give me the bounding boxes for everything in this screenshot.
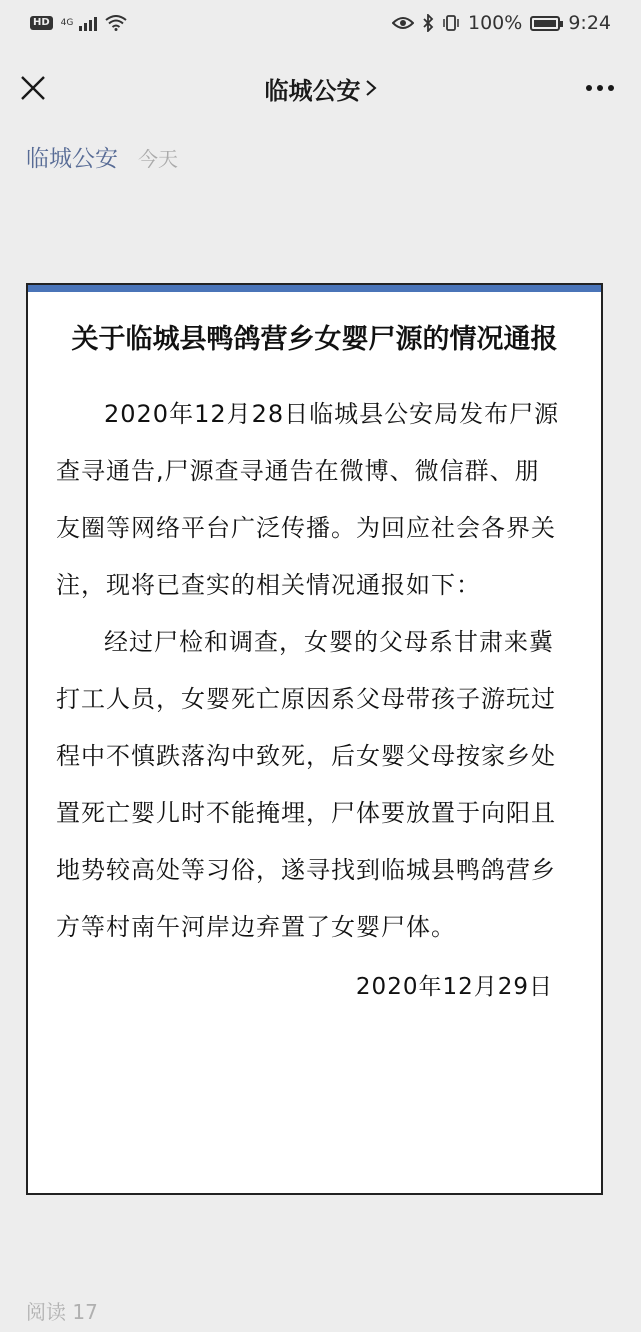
notice-card — [26, 283, 603, 1195]
nav-title: 临城公安 — [264, 76, 361, 105]
article-meta — [26, 140, 178, 173]
clock: 9:24 — [568, 12, 611, 34]
eye-icon — [392, 16, 414, 30]
battery-icon — [530, 16, 560, 31]
notice-title: 关于临城县鸭鸽营乡女婴尸源的情况通报 — [71, 324, 558, 355]
notice-top-bar — [28, 285, 601, 292]
more-icon[interactable] — [585, 79, 615, 97]
signal-icon — [79, 15, 97, 31]
notice-paragraph: 2020年12月28日临城县公安局发布尸源查寻通告,尸源查寻通告在微博、微信群、朋友圈等网络平台广泛传播。为回应社会各界关注，现将已查实的相关情况通报如下： — [56, 400, 560, 599]
wifi-icon — [105, 15, 127, 31]
status-left — [30, 15, 127, 31]
network-type: 4G — [60, 18, 74, 28]
battery-percent: 100% — [468, 12, 523, 34]
notice-body — [56, 386, 563, 956]
account-name-link[interactable]: 临城公安 — [26, 146, 118, 172]
nav-bar — [0, 55, 641, 121]
status-bar — [0, 0, 641, 46]
notice-date: 2020年12月29日 — [355, 974, 553, 1000]
bluetooth-icon — [422, 14, 434, 32]
hd-badge: HD — [30, 16, 53, 30]
read-count: 阅读 17 — [26, 1300, 98, 1324]
vibrate-icon — [442, 14, 460, 32]
status-right — [392, 12, 611, 34]
publish-date: 今天 — [138, 147, 178, 171]
chevron-right-icon — [365, 79, 377, 97]
close-icon[interactable] — [18, 73, 48, 103]
notice-paragraph: 经过尸检和调查，女婴的父母系甘肃来冀打工人员，女婴死亡原因系父母带孩子游玩过程中不慎跌落沟中致死，后女婴父母按家乡处置死亡婴儿时不能掩埋，尸体要放置于向阳且地势较高处等习俗，遂寻找到临城县鸭鸽营乡方等村南午河岸边弃置了女婴尸体。 — [56, 628, 556, 941]
nav-title-link[interactable] — [265, 71, 377, 106]
